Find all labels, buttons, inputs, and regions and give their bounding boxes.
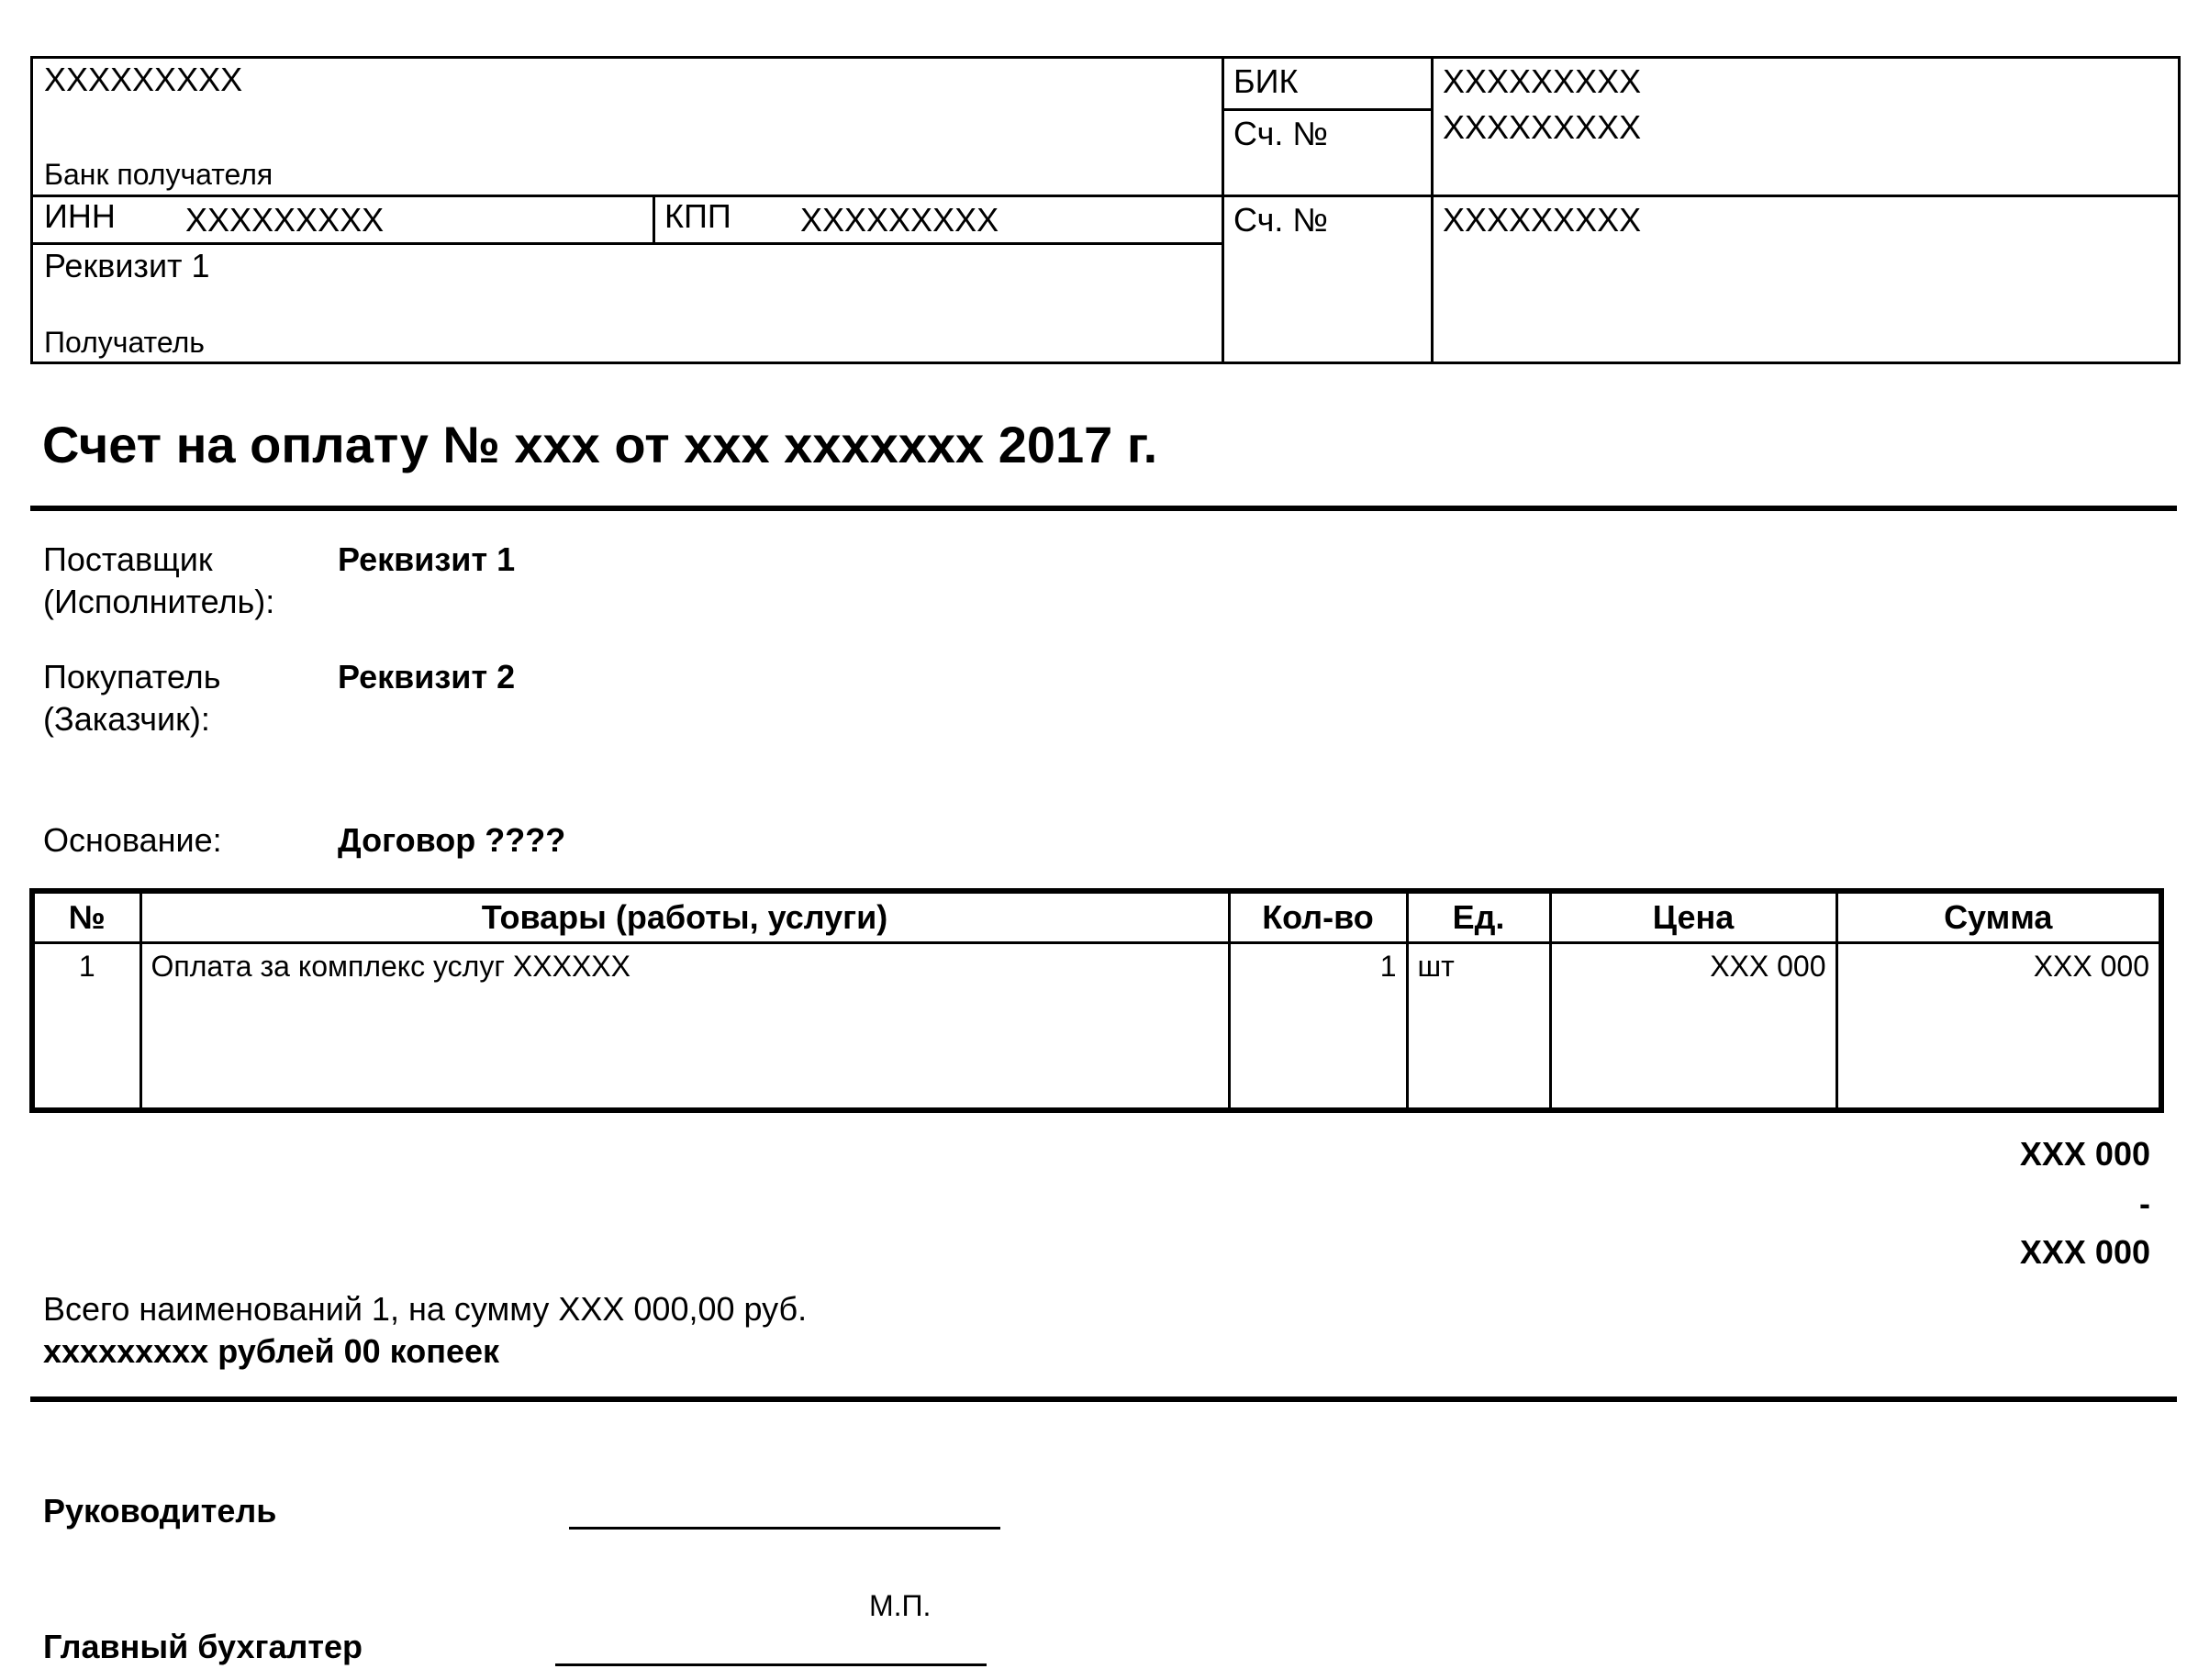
supplier-label-line2: (Исполнитель):: [43, 583, 275, 620]
summary-divider: [30, 1396, 2177, 1402]
account-value-cell: [1433, 196, 2180, 363]
row-quantity: 1: [1229, 943, 1407, 1111]
inn-cell: [32, 196, 654, 244]
header-unit: Ед.: [1407, 891, 1550, 943]
grand-total-value: XXX 000: [2019, 1233, 2150, 1271]
stamp-label: М.П.: [869, 1589, 932, 1622]
table-row: [32, 943, 2161, 1111]
recipient-cell: [32, 244, 1223, 363]
buyer-label-line1: Покупатель: [43, 658, 221, 695]
items-table: [29, 888, 2164, 1113]
header-quantity: Кол-во: [1229, 891, 1407, 943]
bik-label: БИК: [1233, 62, 1299, 100]
header-sum: Сумма: [1836, 891, 2161, 943]
director-signature-line: [569, 1527, 1000, 1530]
header-price: Цена: [1550, 891, 1836, 943]
invoice-title: Счет на оплату № ххх от ххх ххххххх 2017 г.: [42, 416, 1158, 473]
bank-details-table: [30, 56, 2181, 364]
bik-value: XXXXXXXXX: [1443, 62, 1642, 100]
supplier-label-line1: Поставщик: [43, 540, 213, 578]
items-header-row: [32, 891, 2161, 943]
bank-name-cell: [32, 58, 1223, 196]
row-number: 1: [32, 943, 140, 1111]
header-goods: Товары (работы, услуги): [140, 891, 1229, 943]
director-label: Руководитель: [43, 1492, 277, 1530]
accountant-label: Главный бухгалтер: [43, 1628, 363, 1665]
vat-value: -: [2139, 1185, 2150, 1222]
bik-label-cell: [1223, 58, 1433, 110]
buyer-label-line2: (Заказчик):: [43, 700, 210, 738]
recipient-value: Реквизит 1: [44, 247, 210, 284]
bik-corr-values-cell: [1433, 58, 2180, 196]
basis-value: Договор ????: [338, 821, 566, 859]
inn-value: XXXXXXXXX: [185, 201, 385, 239]
row-name: Оплата за комплекс услуг XXXXXX: [140, 943, 1229, 1111]
account-value: XXXXXXXXX: [1443, 201, 1642, 239]
amount-in-words: ххххххххх рублей 00 копеек: [43, 1332, 500, 1370]
header-number: №: [32, 891, 140, 943]
inn-label: ИНН: [44, 197, 116, 235]
row-sum: XXX 000: [1836, 943, 2161, 1111]
account-label: Сч. №: [1233, 201, 1328, 239]
accountant-signature-line: [555, 1663, 987, 1666]
total-value: XXX 000: [2019, 1135, 2150, 1173]
account-label-cell: [1223, 196, 1433, 363]
basis-label: Основание:: [43, 821, 222, 859]
bank-name-caption: Банк получателя: [44, 158, 273, 191]
row-price: XXX 000: [1550, 943, 1836, 1111]
corr-account-label: Сч. №: [1233, 115, 1328, 153]
kpp-value: XXXXXXXXX: [800, 201, 999, 239]
kpp-label: КПП: [664, 197, 731, 235]
supplier-value: Реквизит 1: [338, 540, 516, 578]
corr-account-label-cell: [1223, 110, 1433, 196]
buyer-label: [43, 656, 220, 740]
kpp-cell: [654, 196, 1223, 244]
bank-name-value: XXXXXXXXX: [44, 61, 243, 98]
recipient-caption: Получатель: [44, 326, 205, 359]
summary-line: Всего наименований 1, на сумму XXX 000,00 руб.: [43, 1290, 808, 1328]
corr-account-value: XXXXXXXXX: [1443, 108, 1642, 146]
supplier-label: [43, 539, 274, 623]
buyer-value: Реквизит 2: [338, 658, 516, 695]
row-unit: шт: [1407, 943, 1550, 1111]
title-divider: [30, 506, 2177, 511]
